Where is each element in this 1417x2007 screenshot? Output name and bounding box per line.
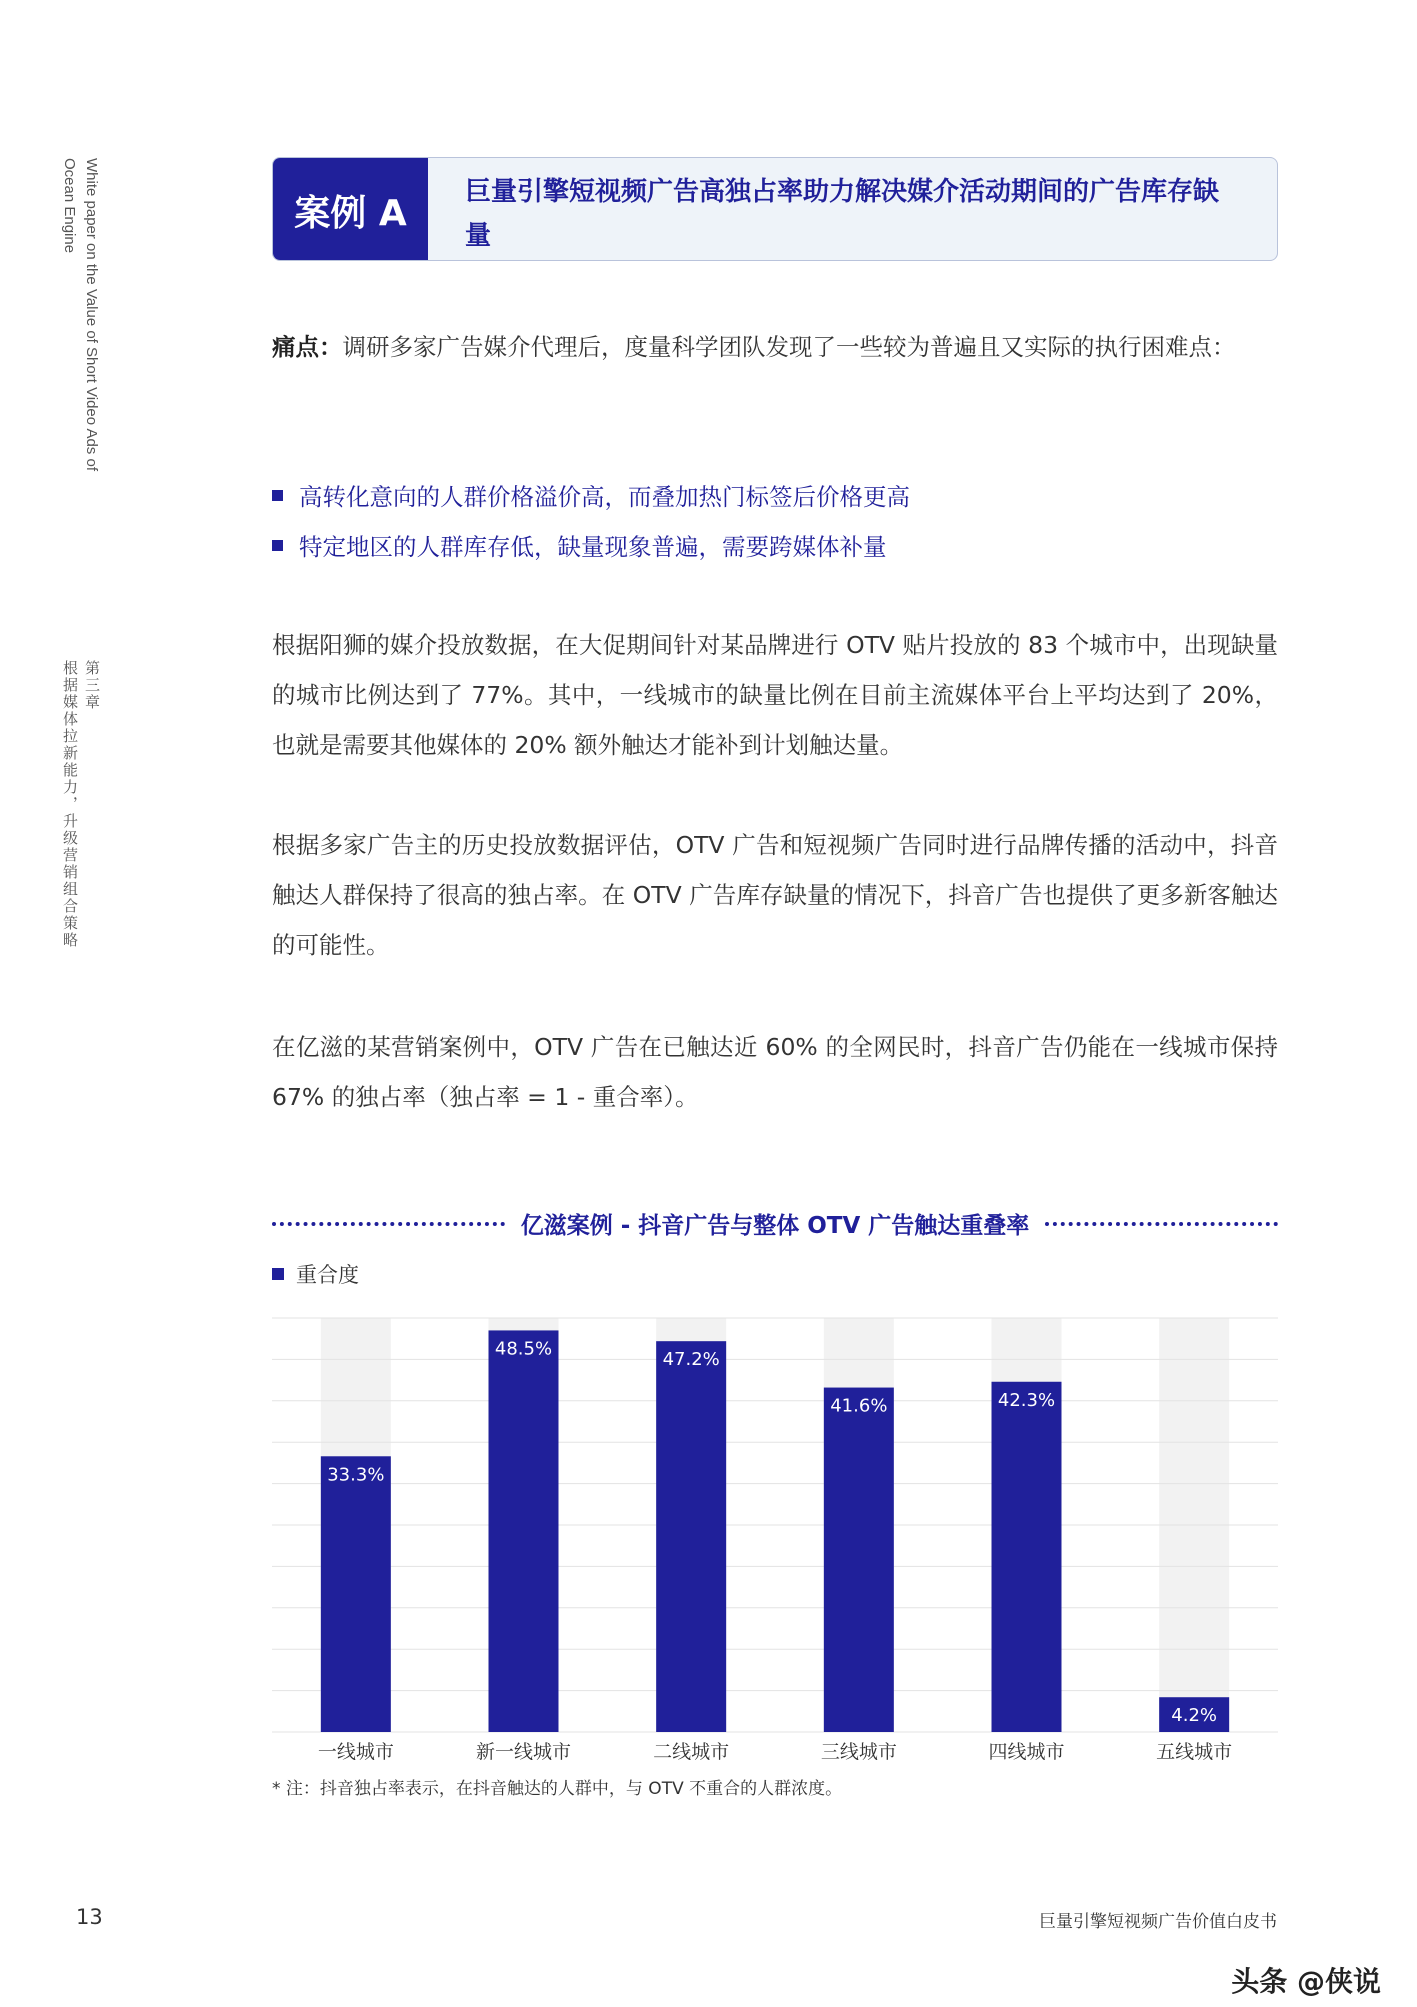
body-paragraph: 在亿滋的某营销案例中，OTV 广告在已触达近 60% 的全网民时，抖音广告仍能在一线城市保持 67% 的独占率（独占率 = 1 - 重合率）。 [272, 1033, 1278, 1111]
legend-swatch [272, 1268, 284, 1280]
x-tick-label: 新一线城市 [475, 1741, 572, 1763]
page-number: 13 [76, 1905, 103, 1929]
watermark: 头条 @侠说 [1231, 1965, 1381, 1998]
side-chapter [58, 660, 102, 960]
bar [992, 1382, 1062, 1732]
chart-legend [272, 1256, 359, 1292]
x-tick-label: 四线城市 [988, 1741, 1065, 1763]
chart-title: 亿滋案例 - 抖音广告与整体 OTV 广告触达重叠率 [520, 1212, 1030, 1239]
bar [321, 1456, 391, 1732]
bar-value-label: 41.6% [830, 1395, 888, 1417]
chapter-title: 根据媒体拉新能力，升级营销组合策略 [61, 660, 78, 949]
pain-point-paragraph [272, 322, 1278, 372]
chart-footnote: * 注：抖音独占率表示，在抖音触达的人群中，与 OTV 不重合的人群浓度。 [272, 1779, 843, 1799]
chart-title-row [272, 1198, 1278, 1248]
case-badge: 案例 A [273, 158, 428, 261]
bullet-list [272, 470, 1278, 570]
bar-value-label: 42.3% [997, 1389, 1056, 1411]
bar-chart [272, 1300, 1278, 1770]
bullet-text: 高转化意向的人群价格溢价高，而叠加热门标签后价格更高 [299, 483, 910, 511]
dotted-divider [1045, 1222, 1278, 1226]
bullet-square-icon [272, 540, 283, 551]
x-tick-label: 一线城市 [317, 1741, 394, 1763]
bar [656, 1341, 726, 1732]
bullet-text: 特定地区的人群库存低，缺量现象普遍，需要跨媒体补量 [299, 533, 887, 561]
bar-value-label: 4.2% [1171, 1705, 1218, 1727]
bullet-square-icon [272, 490, 283, 501]
chapter-number: 第三章 [83, 660, 100, 711]
legend-label: 重合度 [296, 1263, 359, 1287]
side-english-title: White paper on the Value of Short Video Ads of Ocean Engine [61, 158, 100, 471]
pain-point-text: 调研多家广告媒介代理后，度量科学团队发现了一些较为普遍且又实际的执行困难点： [342, 333, 1236, 361]
footer-title: 巨量引擎短视频广告价值白皮书 [1039, 1912, 1277, 1932]
bar [824, 1388, 894, 1732]
bar-value-label: 48.5% [494, 1338, 553, 1360]
pain-point-label: 痛点： [272, 333, 343, 361]
bar-value-label: 33.3% [327, 1464, 385, 1486]
bullet-item [272, 470, 1278, 520]
x-tick-label: 五线城市 [1156, 1741, 1233, 1763]
bar [489, 1330, 559, 1732]
x-tick-label: 二线城市 [653, 1741, 730, 1763]
case-header [272, 157, 1278, 261]
dotted-divider [272, 1222, 505, 1226]
bullet-item [272, 520, 1278, 570]
case-title: 巨量引擎短视频广告高独占率助力解决媒介活动期间的广告库存缺量 [465, 177, 1220, 251]
bar-value-label: 47.2% [662, 1349, 720, 1371]
body-paragraph: 根据多家广告主的历史投放数据评估，OTV 广告和短视频广告同时进行品牌传播的活动中，抖音触达人群保持了很高的独占率。在 OTV 广告库存缺量的情况下，抖音广告也提供了更多新客触达的可能性。 [272, 831, 1278, 959]
body-paragraph: 根据阳狮的媒介投放数据，在大促期间针对某品牌进行 OTV 贴片投放的 83 个城市中，出现缺量的城市比例达到了 77%。其中，一线城市的缺量比例在目前主流媒体平台上平均达到了 20%，也就是需要其他媒体的 20% 额外触达才能补到计划触达量。 [272, 631, 1278, 759]
x-tick-label: 三线城市 [820, 1741, 897, 1763]
